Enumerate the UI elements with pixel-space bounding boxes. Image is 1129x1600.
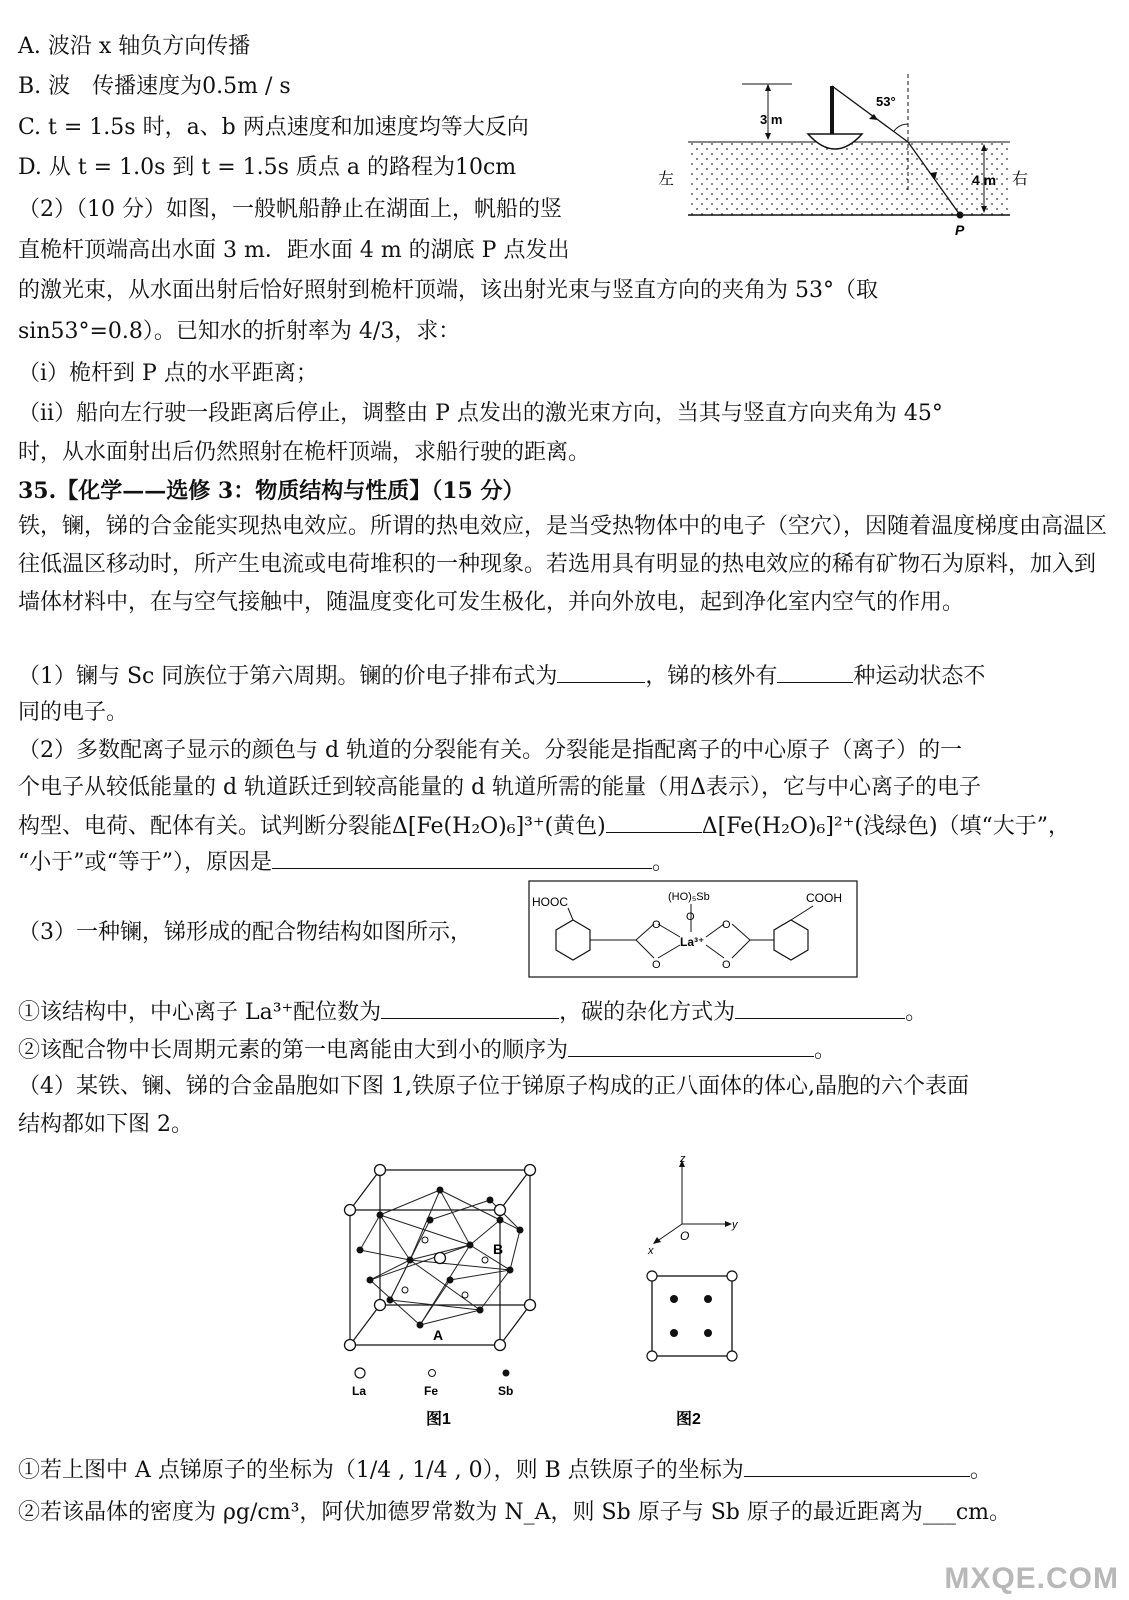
oxygen-label: O (722, 919, 731, 931)
chem-q2-part3: “小于”或“等于”），原因是 (18, 850, 272, 875)
face-sb-atom (670, 1295, 678, 1303)
chem-q2-line4 (18, 846, 674, 878)
legend-fe-label: Fe (424, 1384, 439, 1398)
complex-structure-figure (528, 880, 860, 980)
chem-q4-line2: 结构都如下图 2。 (18, 1112, 193, 1137)
fe-atoms (402, 1237, 488, 1298)
option-a: A. 波沿 x 轴负方向传播 (18, 34, 251, 59)
cooh-label: COOH (806, 891, 842, 905)
arrow-head (765, 84, 771, 91)
answer-blank (568, 1034, 814, 1057)
figure-1-caption: 图1 (426, 1411, 451, 1428)
depth-label: 4 m (972, 172, 997, 188)
chem-q2-part1: 构型、电荷、配体有关。试判断分裂能Δ[Fe(H₂O)₆]³⁺(黄色) (18, 814, 606, 839)
x-axis-label: x (648, 1245, 654, 1257)
face-sb-atom (670, 1329, 678, 1337)
right-label: 右 (1012, 171, 1029, 188)
answer-blank (381, 996, 559, 1019)
chem-q2-end: 。 (652, 850, 675, 875)
chem-q4-line1: （4）某铁、镧、锑的合金晶胞如下图 1,铁原子位于锑原子构成的正八面体的体心,晶胞的六个表面 (18, 1074, 969, 1099)
point-p-label: P (955, 222, 965, 238)
chem-q2-line1: （2）多数配离子显示的颜色与 d 轨道的分裂能有关。分裂能是指配离子的中心原子（离子）的一 (18, 738, 963, 763)
face-sb-atom (704, 1329, 712, 1337)
chem-q2-line3 (18, 810, 1070, 842)
corner-la-atom (647, 1271, 657, 1281)
crystal-cell-figure-1 (330, 1160, 570, 1430)
corner-la-atom (727, 1271, 737, 1281)
chem-q4-1 (18, 1454, 992, 1486)
chem-q1-part2: ，锑的核外有 (645, 664, 778, 689)
sb-label: (HO)₅Sb (668, 891, 710, 903)
option-c: C. t = 1.5s 时，a、b 两点速度和加速度均等大反向 (18, 115, 529, 140)
physics-q2-line1: （2）（10 分）如图，一般帆船静止在湖面上，帆船的竖 (18, 197, 562, 222)
chem-q3-intro: （3）一种镧，锑形成的配合物结构如图所示， (18, 920, 472, 945)
oxygen-label: O (652, 959, 661, 971)
physics-q2-line4: sin53°=0.8）。已知水的折射率为 4/3，求： (18, 319, 461, 344)
legend-sb-marker (503, 1370, 510, 1377)
chem-q4-2: ②若该晶体的密度为 ρg/cm³，阿伏加德罗常数为 N_A，则 Sb 原子与 Sb 原子的最近距离为___cm。 (18, 1500, 1012, 1525)
answer-blank (272, 846, 652, 869)
left-label: 左 (658, 171, 675, 188)
chem-q3-2-part1: ②该配合物中长周期元素的第一电离能由大到小的顺序为 (18, 1038, 569, 1063)
answer-blank (606, 810, 702, 833)
oxygen-label: O (686, 911, 695, 923)
answer-blank (557, 660, 645, 683)
chem-q4-1-end: 。 (969, 1458, 992, 1483)
origin-label: O (680, 1229, 690, 1243)
angle-arc (894, 124, 908, 131)
answer-blank (777, 660, 853, 683)
point-p (957, 212, 964, 219)
site-watermark: MXQE.COM (944, 1562, 1119, 1595)
oxygen-label: O (722, 959, 731, 971)
water-region (688, 142, 1010, 215)
face-sb-atom (704, 1295, 712, 1303)
physics-q2-sub-ii-line2: 时，从水面射出后仍然照射在桅杆顶端，求船行驶的距离。 (18, 440, 591, 465)
chem-q1-part3: 种运动状态不 (853, 664, 986, 689)
angle-label: 53° (876, 94, 896, 109)
hooc-label: HOOC (532, 895, 568, 909)
figure-2-caption: 图2 (676, 1411, 701, 1428)
la-ion-label: La³⁺ (680, 935, 705, 949)
chem-header: 35.【化学——选修 3：物质结构与性质】（15 分） (18, 478, 525, 504)
chem-intro: 铁，镧，锑的合金能实现热电效应。所谓的热电效应，是当受热物体中的电子（空穴），因随着温度梯度由高温区往低温区移动时，所产生电流或电荷堆积的一种现象。若选用具有明显的热电效应的稀有矿物石为原料，加入到墙体材料中，在与空气接触中，随温度变化可发生极化，并向外放电，起到净化室内空气的作用。 (18, 514, 1108, 615)
chem-q1-part1: （1）镧与 Sc 同族位于第六周期。镧的价电子排布式为 (18, 664, 558, 689)
legend-fe-marker (429, 1370, 436, 1377)
chem-q3-1-part2: ，碳的杂化方式为 (559, 1000, 736, 1025)
chem-q4-1-part1: ①若上图中 A 点锑原子的坐标为（1/4 , 1/4 , 0），则 B 点铁原子的坐标为 (18, 1458, 744, 1483)
chem-q3-1 (18, 996, 927, 1028)
face-view-figure-2 (636, 1152, 766, 1430)
chem-q3-2 (18, 1034, 836, 1066)
arrow-head (765, 133, 771, 140)
face-square (652, 1276, 732, 1356)
chem-q3-2-end: 。 (814, 1038, 837, 1063)
z-axis-label: z (680, 1153, 686, 1165)
sailboat-figure (650, 72, 1050, 244)
option-b: B. 波 传播速度为0.5m / s (18, 74, 291, 99)
corner-la-atom (647, 1351, 657, 1361)
legend-la-marker (355, 1368, 365, 1378)
point-a-label: A (433, 1327, 444, 1343)
option-d: D. 从 t = 1.0s 到 t = 1.5s 质点 a 的路程为10cm (18, 155, 517, 180)
oxygen-label: O (652, 919, 661, 931)
physics-q2-sub-ii-line1: （ii）船向左行驶一段距离后停止，调整由 P 点发出的激光束方向，当其与竖直方向夹角为 45° (18, 401, 943, 426)
chem-q2-line2: 个电子从较低能量的 d 轨道跃迁到较高能量的 d 轨道所需的能量（用Δ表示），它与中心离子的电子 (18, 775, 982, 800)
physics-q2-line2: 直桅杆顶端高出水面 3 m．距水面 4 m 的湖底 P 点发出 (18, 238, 570, 263)
chem-q3-1-end: 。 (905, 1000, 928, 1025)
point-b-label: B (493, 1241, 504, 1257)
chem-q3-1-part1: ①该结构中，中心离子 La³⁺配位数为 (18, 1000, 382, 1025)
y-axis-label: y (732, 1219, 738, 1231)
chem-q1-line1 (18, 660, 985, 692)
corner-la-atom (727, 1351, 737, 1361)
answer-blank (735, 996, 905, 1019)
physics-q2-line3: 的激光束，从水面出射后恰好照射到桅杆顶端，该出射光束与竖直方向的夹角为 53°（取 (18, 278, 878, 303)
answer-blank (744, 1454, 970, 1477)
mast-height-label: 3 m (760, 112, 783, 127)
chem-q1-line2: 同的电子。 (18, 700, 129, 725)
legend-la-label: La (352, 1384, 367, 1398)
legend-sb-label: Sb (498, 1384, 514, 1398)
physics-q2-sub-i: （i）桅杆到 P 点的水平距离； (18, 361, 318, 386)
chem-q2-part2: Δ[Fe(H₂O)₆]²⁺(浅绿色)（填“大于”， (701, 814, 1071, 839)
